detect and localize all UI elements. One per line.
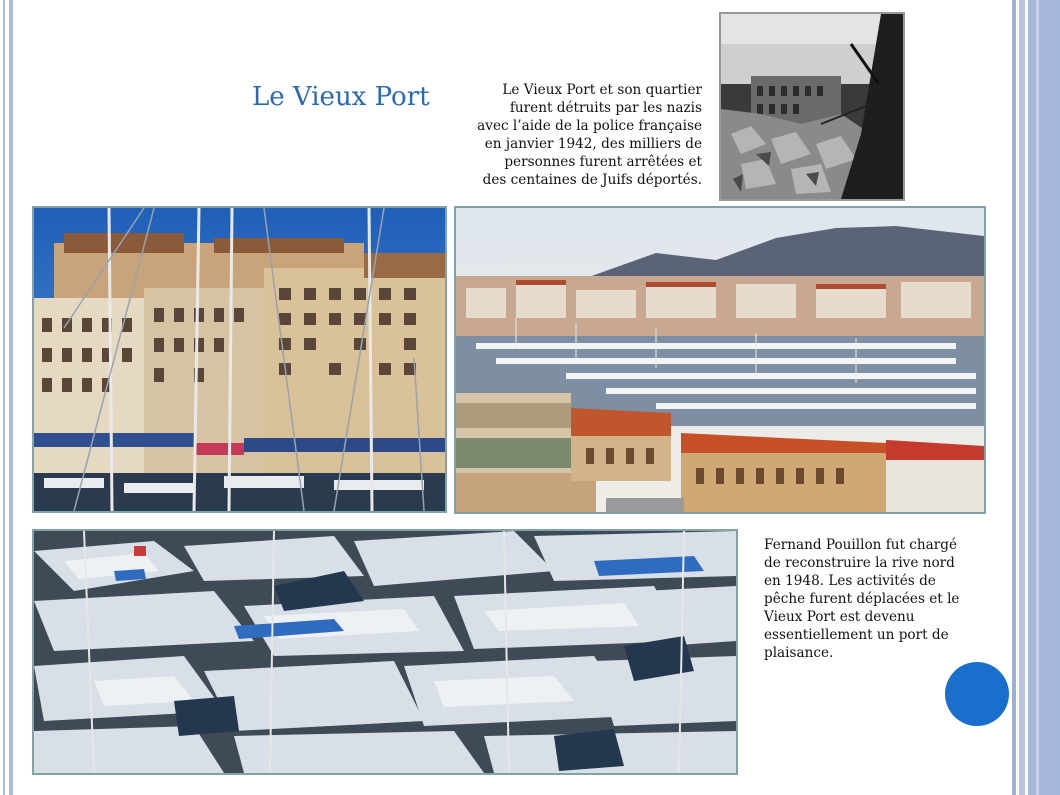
left-border-line-2 (9, 0, 13, 795)
text-line: essentiellement un port de (764, 627, 949, 643)
right-border-stripe-2 (1019, 0, 1025, 795)
text-line: en janvier 1942, des milliers de (484, 136, 702, 152)
text-line: plaisance. (764, 645, 834, 661)
text-line: des centaines de Juifs déportés. (482, 172, 702, 188)
text-line: Vieux Port est devenu (764, 609, 915, 625)
text-line: pêche furent déplacées et le (764, 591, 960, 607)
text-line: de reconstruire la rive nord (764, 555, 955, 571)
right-border-stripe-1 (1012, 0, 1016, 795)
text-block-history (470, 81, 702, 189)
text-line: Fernand Pouillon fut chargé (764, 537, 957, 553)
text-line: personnes furent arrêtées et (504, 154, 702, 170)
text-block-reconstruction (764, 536, 974, 662)
text-line: Le Vieux Port et son quartier (502, 82, 702, 98)
text-line: furent détruits par les nazis (509, 100, 702, 116)
text-line: en 1948. Les activités de (764, 573, 936, 589)
slide-title: Le Vieux Port (252, 82, 430, 112)
photo-marina-boats (32, 529, 738, 775)
right-border-stripe-4 (1036, 0, 1039, 795)
text-line: avec l’aide de la police française (477, 118, 702, 134)
left-border-line-1 (3, 0, 5, 795)
accent-circle (945, 662, 1009, 726)
photo-ruins-1943 (719, 12, 905, 201)
photo-harbor-facades (32, 206, 447, 513)
right-border-stripe-3 (1028, 0, 1060, 795)
photo-harbor-panorama (454, 206, 986, 514)
